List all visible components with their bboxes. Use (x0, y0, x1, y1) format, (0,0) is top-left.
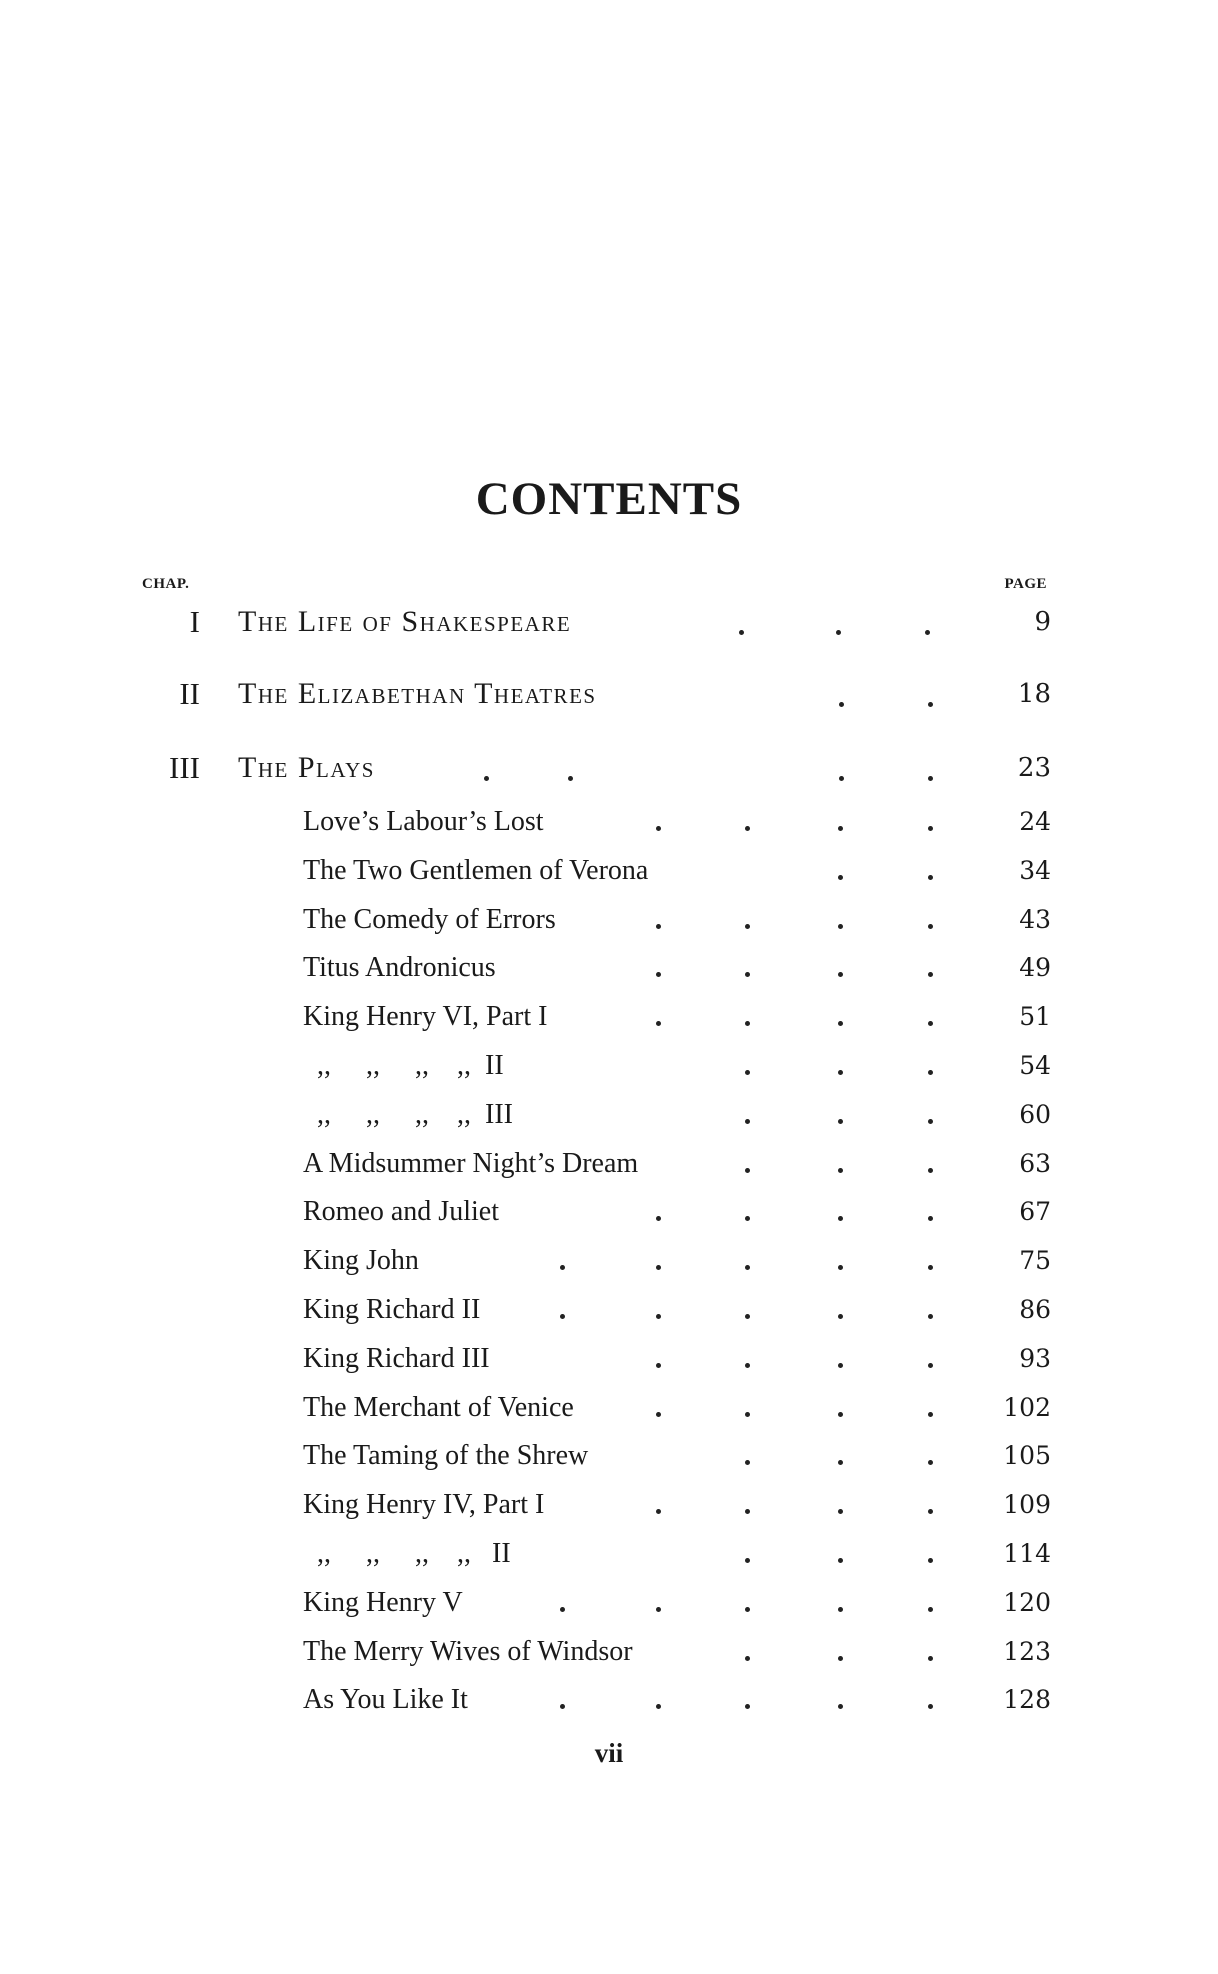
leader-dot (656, 1412, 661, 1417)
leader-dot (656, 1607, 661, 1612)
leader-dot (656, 1216, 661, 1221)
play-title: King Henry V (303, 1586, 463, 1618)
play-row[interactable] (0, 900, 1218, 940)
leader-dot (928, 1119, 933, 1124)
leader-dot (656, 1363, 661, 1368)
leader-dot (656, 1314, 661, 1319)
leader-dot (838, 1558, 843, 1563)
chapter-title: The Life of Shakespeare (238, 605, 572, 638)
leader-dot (656, 1509, 661, 1514)
play-page: 67 (1019, 1197, 1051, 1227)
play-title: Romeo and Juliet (303, 1196, 499, 1228)
leader-dot (745, 1363, 750, 1368)
leader-dot (745, 924, 750, 929)
play-page: 24 (1019, 807, 1051, 836)
leader-dot (928, 1460, 933, 1465)
leader-dot (656, 924, 661, 929)
leader-dot (925, 630, 930, 635)
play-title: ,, ,, ,, ,, III (303, 1098, 513, 1130)
leader-dot (928, 875, 933, 880)
play-title: ,, ,, ,, ,, II (303, 1050, 504, 1081)
leader-dot (836, 630, 841, 635)
leader-dot (838, 1070, 843, 1075)
leader-dot (838, 972, 843, 977)
leader-dot (838, 826, 843, 831)
play-page: 114 (1003, 1539, 1051, 1568)
page-title: CONTENTS (475, 473, 743, 525)
chapter-row[interactable] (0, 600, 1218, 644)
play-page: 109 (1003, 1490, 1051, 1520)
play-title: King Richard II (303, 1294, 481, 1325)
leader-dot (928, 1265, 933, 1270)
play-title: King Henry IV, Part I (303, 1489, 545, 1521)
leader-dot (928, 1558, 933, 1563)
play-title: ,, ,, ,, ,, II (303, 1538, 511, 1569)
play-title: King John (303, 1245, 419, 1277)
leader-dot (560, 1314, 565, 1319)
leader-dot (745, 972, 750, 977)
play-page: 93 (1019, 1343, 1051, 1373)
leader-dot (928, 702, 933, 707)
leader-dot (928, 1216, 933, 1221)
page-folio: vii (594, 1738, 624, 1768)
leader-dot (928, 1363, 933, 1368)
play-row[interactable] (0, 948, 1218, 988)
leader-dot (928, 972, 933, 977)
page-column-header: PAGE (1004, 576, 1047, 592)
leader-dot (928, 1509, 933, 1514)
leader-dot (838, 1363, 843, 1368)
leader-dot (739, 630, 744, 635)
chapter-page: 23 (1017, 753, 1051, 783)
leader-dot (745, 1607, 750, 1612)
play-page: 54 (1019, 1051, 1051, 1080)
play-title: King Richard III (303, 1342, 490, 1374)
leader-dot (928, 1070, 933, 1075)
leader-dot (745, 1070, 750, 1075)
play-title: The Merchant of Venice (303, 1391, 574, 1423)
leader-dot (560, 1265, 565, 1270)
leader-dot (745, 1265, 750, 1270)
chapter-title: The Plays (238, 751, 375, 784)
leader-dot (745, 1216, 750, 1221)
play-page: 60 (1019, 1099, 1051, 1129)
chapter-number: II (179, 676, 200, 711)
play-page: 34 (1019, 855, 1051, 885)
leader-dot (656, 1021, 661, 1026)
play-page: 75 (1019, 1246, 1051, 1276)
play-title: The Comedy of Errors (303, 903, 556, 935)
play-row[interactable] (0, 1192, 1218, 1232)
leader-dot (745, 1168, 750, 1173)
leader-dot (838, 1607, 843, 1612)
leader-dot (838, 1656, 843, 1661)
leader-dot (838, 1509, 843, 1514)
chapter-number: I (189, 604, 200, 639)
chap-column-header: CHAP. (142, 576, 190, 592)
leader-dot (928, 776, 933, 781)
leader-dot (745, 1119, 750, 1124)
leader-dot (745, 1314, 750, 1319)
leader-dot (928, 1607, 933, 1612)
play-row[interactable] (0, 997, 1218, 1037)
play-row[interactable] (0, 1583, 1218, 1623)
play-row[interactable] (0, 802, 1218, 842)
chapter-number: III (169, 750, 200, 785)
leader-dot (928, 1314, 933, 1319)
leader-dot (745, 1558, 750, 1563)
play-title: The Two Gentlemen of Verona (303, 854, 649, 886)
chapter-page: 9 (1034, 607, 1051, 637)
leader-dot (838, 1216, 843, 1221)
play-page: 120 (1003, 1587, 1051, 1617)
play-title: Titus Andronicus (303, 952, 496, 984)
play-page: 102 (1003, 1392, 1051, 1422)
play-title: A Midsummer Night’s Dream (303, 1147, 639, 1179)
play-row[interactable] (0, 1632, 1218, 1672)
play-page: 123 (1003, 1636, 1051, 1666)
chapter-title: The Elizabethan Theatres (238, 677, 597, 710)
play-page: 43 (1019, 904, 1051, 934)
leader-dot (838, 1314, 843, 1319)
leader-dot (560, 1704, 565, 1709)
leader-dot (745, 1021, 750, 1026)
leader-dot (928, 1412, 933, 1417)
leader-dot (656, 826, 661, 831)
leader-dot (928, 1656, 933, 1661)
leader-dot (928, 826, 933, 831)
play-page: 105 (1003, 1441, 1051, 1471)
leader-dot (656, 972, 661, 977)
play-title: As You Like It (303, 1684, 468, 1716)
play-title: Love’s Labour’s Lost (303, 806, 544, 837)
play-row[interactable] (0, 1046, 1218, 1086)
play-page: 63 (1019, 1148, 1051, 1178)
leader-dot (745, 826, 750, 831)
leader-dot (839, 776, 844, 781)
leader-dot (928, 924, 933, 929)
play-title: King Henry VI, Part I (303, 1001, 548, 1033)
play-page: 49 (1019, 953, 1051, 983)
play-title: The Merry Wives of Windsor (303, 1635, 633, 1667)
leader-dot (745, 1509, 750, 1514)
leader-dot (838, 1704, 843, 1709)
play-row[interactable] (0, 1144, 1218, 1184)
leader-dot (560, 1607, 565, 1612)
leader-dot (928, 1021, 933, 1026)
leader-dot (928, 1704, 933, 1709)
play-row[interactable] (0, 851, 1218, 891)
play-page: 128 (1003, 1685, 1051, 1715)
leader-dot (838, 1265, 843, 1270)
leader-dot (745, 1704, 750, 1709)
play-page: 86 (1019, 1295, 1051, 1324)
chapter-page: 18 (1017, 679, 1051, 709)
play-row[interactable] (0, 1388, 1218, 1428)
play-row[interactable] (0, 1680, 1218, 1720)
play-row[interactable] (0, 1241, 1218, 1281)
play-row[interactable] (0, 1095, 1218, 1135)
play-row[interactable] (0, 1485, 1218, 1525)
leader-dot (484, 776, 489, 781)
leader-dot (745, 1460, 750, 1465)
play-row[interactable] (0, 1339, 1218, 1379)
leader-dot (838, 1168, 843, 1173)
leader-dot (839, 702, 844, 707)
leader-dot (745, 1656, 750, 1661)
leader-dot (838, 1412, 843, 1417)
leader-dot (838, 875, 843, 880)
play-page: 51 (1019, 1002, 1051, 1032)
play-row[interactable] (0, 1436, 1218, 1476)
play-row[interactable] (0, 1290, 1218, 1330)
leader-dot (838, 1460, 843, 1465)
leader-dot (745, 1412, 750, 1417)
leader-dot (568, 776, 573, 781)
leader-dot (928, 1168, 933, 1173)
play-title: The Taming of the Shrew (303, 1440, 589, 1472)
leader-dot (656, 1265, 661, 1270)
play-row[interactable] (0, 1534, 1218, 1574)
leader-dot (838, 1021, 843, 1026)
leader-dot (838, 924, 843, 929)
leader-dot (656, 1704, 661, 1709)
chapter-row[interactable] (0, 672, 1218, 716)
leader-dot (838, 1119, 843, 1124)
chapter-row[interactable] (0, 746, 1218, 790)
